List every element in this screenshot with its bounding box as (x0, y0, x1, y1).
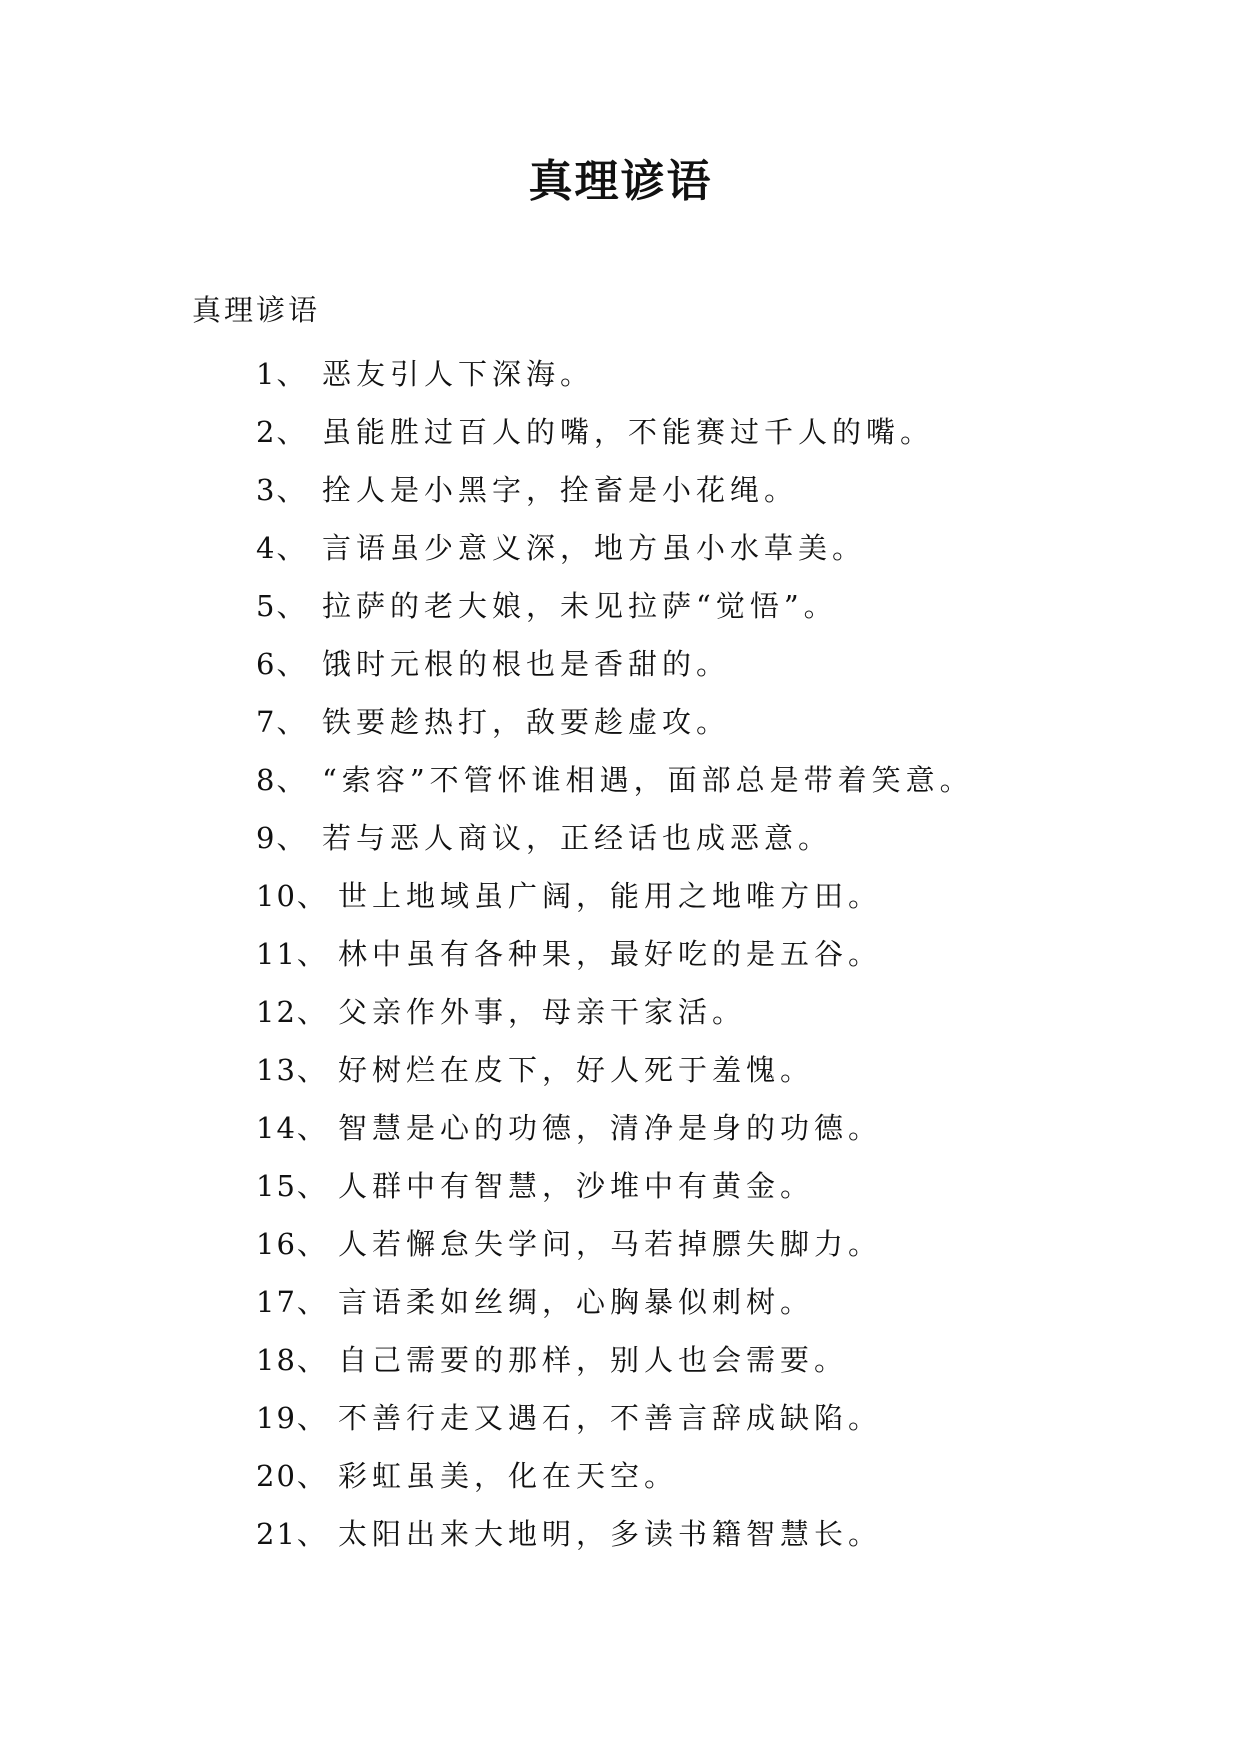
list-item (256, 702, 974, 760)
list-item-number: 17、 (256, 1285, 328, 1319)
list-item-number: 5、 (256, 589, 308, 623)
list-item-text: 世上地域虽广阔，能用之地唯方田。 (338, 879, 883, 913)
list-item-number: 4、 (256, 531, 308, 565)
list-item-number: 14、 (256, 1111, 328, 1145)
list-item (256, 412, 974, 470)
list-item-number: 8、 (256, 763, 308, 797)
list-item-text: 言语虽少意义深，地方虽小水草美。 (322, 531, 867, 565)
proverb-list (256, 354, 974, 1572)
list-item-text: “索容”不管怀谁相遇，面部总是带着笑意。 (322, 763, 974, 797)
list-item (256, 934, 974, 992)
list-item-text: 林中虽有各种果，最好吃的是五谷。 (338, 937, 883, 971)
list-item-number: 9、 (256, 821, 308, 855)
list-item-number: 1、 (256, 357, 308, 391)
list-item-text: 恶友引人下深海。 (322, 357, 595, 391)
page-title: 真理谚语 (528, 156, 713, 207)
list-item-text: 拉萨的老大娘，未见拉萨“觉悟”。 (322, 589, 838, 623)
list-item-text: 人若懈怠失学问，马若掉膘失脚力。 (338, 1227, 883, 1261)
list-item-number: 3、 (256, 473, 308, 507)
list-item (256, 760, 974, 818)
list-item (256, 1340, 974, 1398)
list-item (256, 528, 974, 586)
list-item-text: 人群中有智慧，沙堆中有黄金。 (338, 1169, 815, 1203)
list-item-number: 6、 (256, 647, 308, 681)
list-item-number: 16、 (256, 1227, 328, 1261)
list-item-number: 18、 (256, 1343, 328, 1377)
list-item (256, 1224, 974, 1282)
list-item (256, 818, 974, 876)
list-item-text: 太阳出来大地明，多读书籍智慧长。 (338, 1517, 883, 1551)
section-heading: 真理谚语 (192, 293, 321, 327)
list-item (256, 470, 974, 528)
list-item-number: 12、 (256, 995, 328, 1029)
list-item (256, 1166, 974, 1224)
list-item-number: 20、 (256, 1459, 328, 1493)
list-item-number: 19、 (256, 1401, 328, 1435)
list-item-text: 智慧是心的功德，清净是身的功德。 (338, 1111, 883, 1145)
list-item-text: 父亲作外事，母亲干家活。 (338, 995, 747, 1029)
list-item-text: 彩虹虽美，化在天空。 (338, 1459, 679, 1493)
list-item-text: 铁要趁热打，敌要趁虚攻。 (322, 705, 731, 739)
list-item (256, 876, 974, 934)
list-item (256, 992, 974, 1050)
list-item-number: 21、 (256, 1517, 328, 1551)
list-item (256, 586, 974, 644)
list-item-number: 2、 (256, 415, 308, 449)
list-item-number: 10、 (256, 879, 328, 913)
list-item-number: 15、 (256, 1169, 328, 1203)
list-item-text: 不善行走又遇石，不善言辞成缺陷。 (338, 1401, 883, 1435)
list-item (256, 1514, 974, 1572)
list-item-number: 11、 (256, 937, 328, 971)
list-item (256, 1108, 974, 1166)
list-item-text: 好树烂在皮下，好人死于羞愧。 (338, 1053, 815, 1087)
list-item (256, 1456, 974, 1514)
list-item (256, 1282, 974, 1340)
list-item-number: 13、 (256, 1053, 328, 1087)
list-item (256, 354, 974, 412)
list-item (256, 644, 974, 702)
list-item-text: 若与恶人商议，正经话也成恶意。 (322, 821, 833, 855)
list-item-text: 言语柔如丝绸，心胸暴似刺树。 (338, 1285, 815, 1319)
list-item-number: 7、 (256, 705, 308, 739)
list-item-text: 虽能胜过百人的嘴，不能赛过千人的嘴。 (322, 415, 935, 449)
list-item-text: 自己需要的那样，别人也会需要。 (338, 1343, 849, 1377)
list-item (256, 1398, 974, 1456)
list-item-text: 拴人是小黑字，拴畜是小花绳。 (322, 473, 799, 507)
list-item-text: 饿时元根的根也是香甜的。 (322, 647, 731, 681)
list-item (256, 1050, 974, 1108)
